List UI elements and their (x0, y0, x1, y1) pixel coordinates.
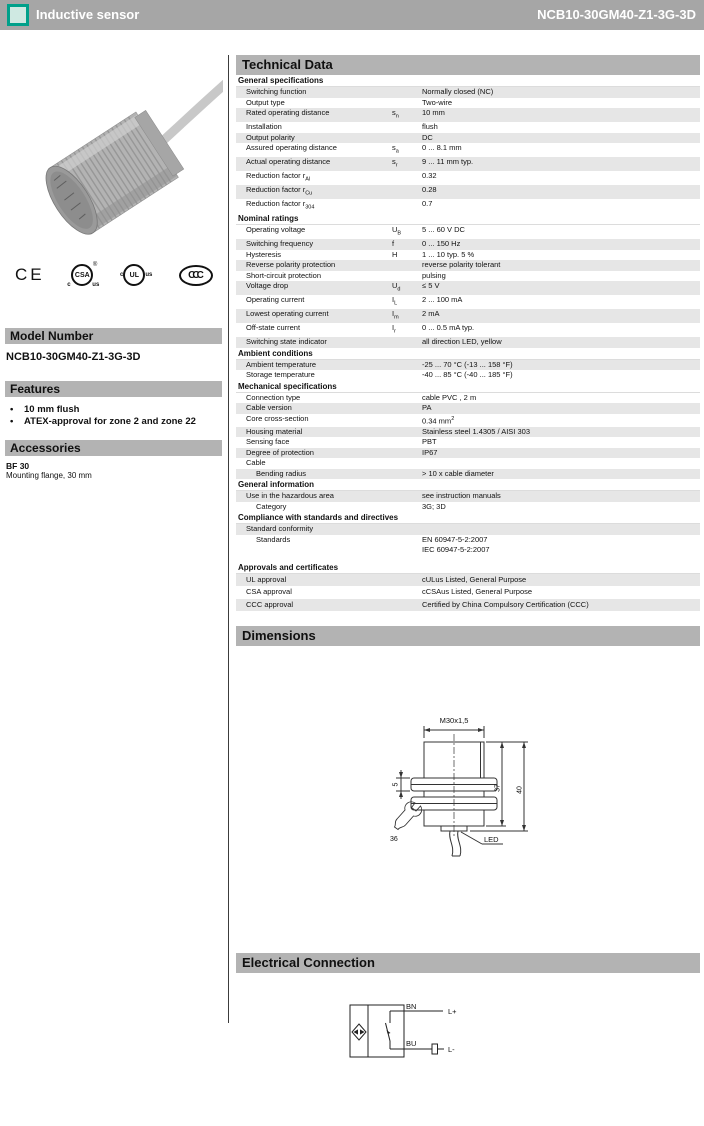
spec-section-title: Mechanical specifications (236, 381, 700, 393)
feature-item: • 10 mm flush (6, 404, 222, 416)
spec-symbol (392, 370, 422, 381)
accessory-description: Mounting flange, 30 mm (6, 471, 92, 480)
spec-row (236, 157, 700, 171)
spec-value: 2 ... 100 mA (422, 295, 463, 304)
spec-label: Hysteresis (246, 249, 282, 259)
spec-row (236, 458, 700, 469)
spec-section-title: Compliance with standards and directives (236, 512, 700, 524)
spec-label: Category (256, 501, 287, 511)
spec-row (236, 98, 700, 109)
spec-value: PBT (422, 437, 437, 446)
spec-value: -25 ... 70 °C (-13 ... 158 °F) (422, 359, 513, 369)
spec-label: Switching frequency (246, 239, 314, 248)
spec-symbol (392, 122, 422, 133)
led-label: LED (484, 835, 499, 844)
spec-symbol (392, 260, 422, 271)
spec-symbol: $s_r$ (392, 157, 398, 169)
length-b-dimension-label: 40 (516, 786, 524, 794)
accessory-code: BF 30 (6, 461, 30, 471)
spec-symbol (392, 599, 422, 612)
spec-label: Output polarity (246, 132, 295, 142)
spec-symbol: H (392, 249, 398, 259)
spec-section-title: Ambient conditions (236, 348, 700, 360)
spec-label: Storage temperature (246, 370, 315, 379)
spec-value: 0 ... 8.1 mm (422, 143, 462, 152)
spec-section-title: Approvals and certificates (236, 562, 700, 574)
spec-symbol: $s_n$ (392, 108, 399, 120)
spec-value: PA (422, 403, 432, 412)
spec-symbol (392, 448, 422, 459)
spec-symbol (392, 199, 422, 213)
spec-symbol (392, 185, 422, 199)
spec-row (236, 122, 700, 133)
spec-value (422, 524, 700, 535)
spec-section-title: General specifications (236, 75, 700, 87)
spec-value: see instruction manuals (422, 491, 501, 500)
spec-value: cULus Listed, General Purpose (422, 574, 527, 584)
spec-label: Output type (246, 97, 285, 107)
spec-row (236, 250, 700, 261)
spec-row (236, 502, 700, 513)
spec-label: Connection type (246, 392, 301, 402)
spec-symbol (392, 535, 422, 556)
spec-label: Bending radius (256, 468, 307, 478)
column-divider (228, 55, 229, 1023)
spec-symbol: $U_B$ (392, 225, 402, 237)
spec-row (236, 599, 700, 612)
spec-symbol (392, 437, 422, 448)
spec-row (236, 337, 700, 348)
spec-value: > 10 x cable diameter (422, 468, 494, 478)
spec-symbol (392, 427, 422, 438)
spec-row (236, 448, 700, 459)
bu-wire-label: BU (406, 1039, 417, 1048)
spec-row (236, 360, 700, 371)
spec-value: -40 ... 85 °C (-40 ... 185 °F) (422, 370, 513, 379)
spec-value: ≤ 5 V (422, 281, 440, 290)
spec-label: Use in the hazardous area (246, 491, 334, 500)
spec-symbol (392, 98, 422, 109)
spec-row (236, 437, 700, 448)
spec-value: 0 ... 150 Hz (422, 239, 461, 248)
spec-value: reverse polarity tolerant (422, 260, 501, 269)
spec-value: 0.7 (422, 199, 433, 208)
spec-value: cable PVC , 2 m (422, 392, 477, 402)
spec-symbol (392, 524, 422, 535)
spec-symbol (392, 360, 422, 371)
model-number-heading: Model Number (5, 328, 222, 344)
spec-row (236, 133, 700, 144)
spec-row (236, 225, 700, 239)
spec-symbol (392, 458, 422, 469)
spec-symbol (392, 271, 422, 282)
spec-label: Sensing face (246, 437, 290, 446)
dimension-drawing (384, 708, 560, 868)
spec-symbol: $I_L$ (392, 295, 398, 307)
spec-label: Reverse polarity protection (246, 260, 336, 269)
spec-value: 0.28 (422, 185, 437, 194)
spec-label: Rated operating distance (246, 108, 330, 117)
spec-label: Cable (246, 458, 266, 467)
spec-label: Housing material (246, 426, 303, 436)
spec-row (236, 239, 700, 250)
spec-label: Reduction factor $r_{304}$ (246, 199, 315, 211)
spec-value: Certified by China Compulsory Certification (CCC) (422, 599, 589, 609)
electrical-connection-heading: Electrical Connection (236, 953, 700, 973)
spec-symbol (392, 469, 422, 480)
product-photo (5, 60, 223, 250)
spec-label: Short-circuit protection (246, 270, 322, 280)
spec-row (236, 491, 700, 502)
spec-row (236, 171, 700, 185)
electrical-connection-section (236, 973, 700, 1126)
spec-value: all direction LED, yellow (422, 337, 502, 346)
spec-label: Switching state indicator (246, 337, 327, 346)
ccc-mark-icon: CCC (179, 265, 213, 286)
spec-row (236, 281, 700, 295)
spec-symbol (392, 403, 422, 414)
brand-square-icon (7, 4, 29, 26)
spec-row (236, 524, 700, 535)
spec-symbol: $U_d$ (392, 281, 401, 293)
spec-label: CSA approval (246, 587, 292, 596)
features-list (6, 404, 222, 428)
spec-section-title: General information (236, 479, 700, 491)
spec-value: IP67 (422, 447, 438, 457)
spec-label: Off-state current (246, 323, 301, 332)
spec-label: Operating current (246, 295, 305, 304)
spec-symbol (392, 393, 422, 404)
spec-value: 1 ... 10 typ. 5 % (422, 249, 475, 259)
spec-label: Installation (246, 122, 282, 131)
page-title: Inductive sensor (36, 7, 140, 22)
spec-row (236, 535, 700, 556)
spec-row (236, 309, 700, 323)
accessories-heading: Accessories (5, 440, 222, 456)
spec-row (236, 87, 700, 98)
nut-height-dimension-label: 5 (392, 782, 400, 787)
spec-row (236, 295, 700, 309)
spec-label: Operating voltage (246, 225, 306, 234)
spec-row (236, 185, 700, 199)
spec-row (236, 323, 700, 337)
spec-label: Ambient temperature (246, 359, 317, 369)
spec-symbol (392, 502, 422, 513)
spec-symbol: $I_r$ (392, 323, 396, 335)
ce-mark-icon: CE (15, 265, 45, 284)
spec-row (236, 108, 700, 122)
certification-logos (5, 255, 223, 295)
spec-label: Lowest operating current (246, 309, 329, 318)
spec-value: 0.32 (422, 171, 437, 180)
spec-label: Reduction factor $r_{Al}$ (246, 171, 311, 183)
spec-value: flush (422, 122, 438, 131)
spec-label: Degree of protection (246, 447, 314, 457)
spec-value: 2 mA (422, 309, 440, 318)
spec-label: Core cross-section (246, 413, 309, 423)
csa-mark-icon: CSA ® c us (67, 262, 100, 288)
spec-row (236, 143, 700, 157)
spec-section-title: Nominal ratings (236, 213, 700, 225)
spec-value: 9 ... 11 mm typ. (422, 157, 474, 166)
spec-row (236, 586, 700, 599)
spec-symbol (392, 87, 422, 98)
dimensions-heading: Dimensions (236, 626, 700, 646)
spec-row (236, 199, 700, 213)
spec-value: 0 ... 0.5 mA typ. (422, 323, 475, 332)
technical-data-table (236, 75, 700, 611)
spec-symbol (392, 133, 422, 144)
ul-mark-icon: c UL us (120, 264, 152, 286)
spec-symbol (392, 171, 422, 185)
dimensions-section (236, 646, 700, 953)
spec-symbol: $I_m$ (392, 309, 399, 321)
spec-label: CCC approval (246, 599, 294, 609)
spec-value (422, 458, 700, 469)
page-header (0, 0, 704, 30)
spec-value: 3G; 3D (422, 501, 446, 511)
spec-row (236, 260, 700, 271)
left-column (5, 55, 223, 1015)
spec-value: Two-wire (422, 97, 453, 107)
spec-label: Cable version (246, 403, 292, 412)
spec-symbol (392, 574, 422, 587)
spec-value: DC (422, 132, 433, 142)
l-plus-label: L+ (448, 1007, 457, 1016)
bn-wire-label: BN (406, 1002, 417, 1011)
spec-row (236, 427, 700, 438)
spec-label: Voltage drop (246, 281, 289, 290)
spec-value: 0.34 $mm^2$ (422, 415, 455, 425)
thread-dimension-label: M30x1,5 (439, 716, 469, 725)
model-number-value: NCB10-30GM40-Z1-3G-3D (6, 351, 141, 363)
wrench-size-label: 36 (390, 836, 398, 843)
spec-value: 10 mm (422, 108, 445, 117)
spec-value: Normally closed (NC) (422, 87, 494, 96)
spec-label: UL approval (246, 574, 287, 584)
spec-label: Switching function (246, 87, 307, 96)
right-column (236, 55, 700, 1126)
spec-value: cCSAus Listed, General Purpose (422, 587, 533, 596)
spec-row (236, 403, 700, 414)
spec-value: EN 60947-5-2:2007 IEC 60947-5-2:2007 (422, 534, 490, 554)
wiring-diagram (344, 1001, 476, 1064)
spec-value: Stainless steel 1.4305 / AISI 303 (422, 426, 530, 436)
spec-value: 5 ... 60 V DC (422, 225, 465, 234)
spec-symbol: f (392, 239, 395, 248)
feature-item: • ATEX-approval for zone 2 and zone 22 (6, 416, 222, 428)
technical-data-heading: Technical Data (236, 55, 700, 75)
spec-label: Standards (256, 534, 291, 544)
spec-symbol (392, 337, 422, 348)
length-a-dimension-label: 37 (494, 784, 502, 792)
header-product-code: NCB10-30GM40-Z1-3G-3D (537, 7, 696, 22)
spec-symbol (392, 414, 422, 427)
spec-row (236, 469, 700, 480)
spec-row (236, 574, 700, 587)
spec-label: Assured operating distance (246, 143, 337, 152)
features-heading: Features (5, 381, 222, 397)
spec-label: Actual operating distance (246, 157, 331, 166)
spec-symbol (392, 586, 422, 599)
spec-label: Standard conformity (246, 524, 314, 533)
spec-row (236, 393, 700, 404)
spec-row (236, 370, 700, 381)
spec-symbol (392, 491, 422, 502)
spec-row (236, 271, 700, 282)
l-minus-label: L- (448, 1045, 455, 1054)
spec-symbol: $s_a$ (392, 143, 399, 155)
spec-row (236, 414, 700, 427)
spec-value: pulsing (422, 270, 446, 280)
spec-label: Reduction factor $r_{Cu}$ (246, 185, 313, 197)
